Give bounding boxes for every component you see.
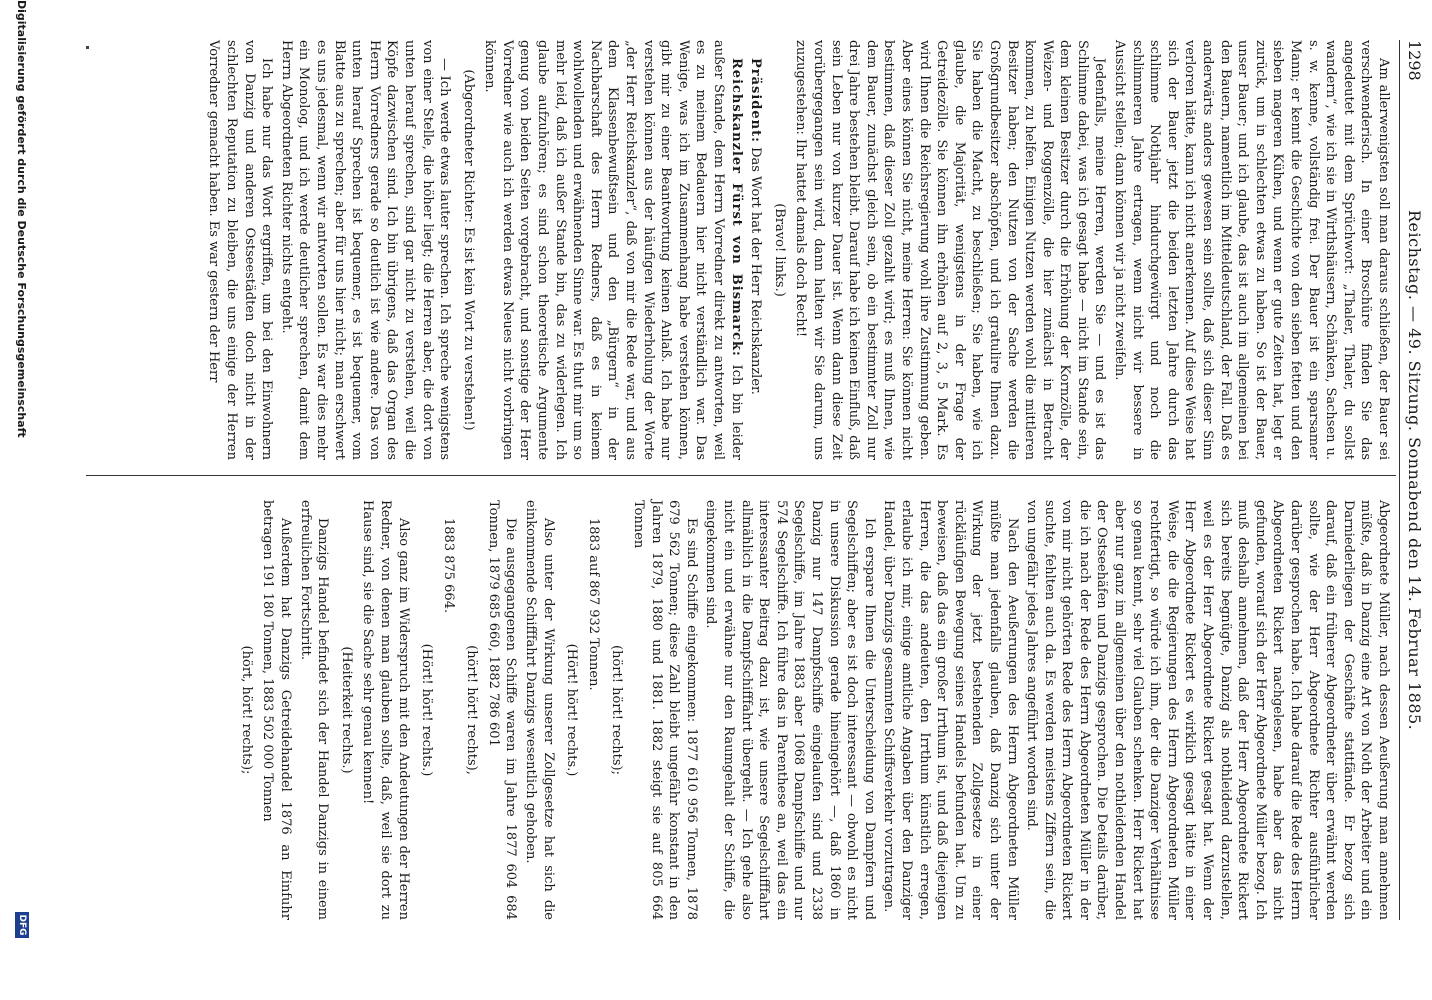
rotated-document-page [12, 0, 1432, 940]
dfg-logo: DFG [15, 912, 29, 938]
president-statement [747, 40, 765, 460]
stat-line-1883-b: 1883 875 664. [440, 518, 456, 614]
page-header [1399, 40, 1424, 920]
right-paragraph-trade: Danzigs Handel befindet sich der Handel Danzigs in einem erfreulichen Fortschritt. [297, 500, 331, 920]
running-title: Reichstag. — 49. Sitzung. Sonnabend den 14. Februar 1885. [1405, 210, 1424, 731]
right-paragraph-exports: Also unter der Wirkung unserer Zollgesetze hat sich die einkommende Schifffahrt Danzigs wesentlich gehoben. [523, 500, 556, 920]
speaker-president: Präsident: [748, 58, 764, 143]
interjection-remark: (Abgeordneter Richter: Es ist kein Wort zu verstehen!) [460, 69, 476, 431]
stat-line-1883: 1883 auf 867 932 Tonnen. [585, 518, 601, 691]
left-paragraph-final: — Ich werde etwas lauter sprechen. Ich spreche wenigstens von einer Stelle, die höher liegt; die Herren aber, die dort von unten herauf sprechen, sind gar nicht zu verstehen, weil die Köpfe dazwischen sind. Ich bin übrigens, daß das Organ des Herrn Vorredners gerade so deutlich ist wie andere. Das von unten herauf Sprechen ist bequemer, es ist bequemer, vom Blatte aus zu sprechen; aber für uns hier nicht; man erschwert es uns jedesmal, wenn wir antworten sollen. Es war dies mehr ein Monolog, und ich werde deutlicher sprechen, damit dem Herrn Abgeordneten Richter nichts entgeht. [278, 40, 453, 460]
right-paragraph-4: Es sind Schiffe eingekommen: 1877 610 956 Tonnen, 1878 679 562 Tonnen; diese Zahl bleibt ungefähr konstant in den Jahren 1879, 1880 und 1881. 1882 steigt sie auf 805 664 Tonnen [631, 500, 699, 920]
right-paragraph-1: Abgeordnete Müller, nach dessen Aeußerung man annehmen müßte, daß in Danzig eine Art von Noth der Arbeiter und ein Darniederliegen der Geschäfte stattfände. Er bezog sich darauf, daß ein früherer Abgeordneter über erwähnt werden sollte, wie der Herr Abgeordnete Richter ausführlicher darüber gesprochen habe. Ich habe darauf die Rede des Herrn Abgeordneten Rickert nachgelesen, habe aber das nicht gefunden, worauf sich der Herr Abgeordnete Müller bezog. Ich muß deshalb annehmen, daß der Herr Abgeordnete Rickert sich bereits begnügte, Danzig als nothleidend darzustellen, weil es der Herr Abgeordnete Rickert gesagt hat. Wenn der Herr Abgeordnete Rickert es wirklich gesagt hätte in einer Weise, die die Regierungen des Herrn Abgeordneten Müller rechtfertigt, so würde ich ihm, der die Danziger Verhältnisse so genau kennt, sehr viel Glauben schenken. Herr Rickert hat aber nur ganz im allgemeinen über den nothleidenden Handel der Ostseehäfen und Danzigs gesprochen. Die Details darüber, die ich nach der Rede des Herrn Abgeordneten Müller in der von mir nicht gehörten Rede des Herrn Abgeordneten Rickert suchte, fehlten auch da. Es werden meistens Ziffern sein, die von ungefähr jedes Jahres angeführt worden sind. [1024, 500, 1391, 920]
page-number: 1298 [1405, 40, 1424, 81]
right-paragraph-exports-2: Die ausgegangenen Schiffe waren im Jahre 1877 604 684 Tonnen, 1879 685 660, 1882 786 601 [485, 500, 519, 920]
right-paragraph-grain: Außerdem hat Danzigs Getreidehandel 1876 an Einfuhr betragen 191 180 Tonnen, 1883 502 000 Tonnen [260, 500, 293, 920]
right-paragraph-3: Ich erspare Ihnen die Unterscheidung von Dampfern und Segelschiffen; aber es ist doch interessant — obwohl es nicht in unsere Diskussion gerade hineingehört —, daß 1860 in Danzig nur 147 Dampfschiffe eingelaufen sind und 2338 Segelschiffe, im Jahre 1883 aber 1068 Dampfschiffe und nur 574 Segelschiffe. Ich führe das in Parenthese an, weil das ein interessanter Beitrag dazu ist, wie unsere Segelschifffahrt allmählich in die Dampfschifffahrt übergeht. — Ich gehe also nicht ein und erwähne nur den Raumgehalt der Schiffe, die eingekommen sind. [703, 500, 877, 920]
remark-hoert-3: (hört! hört! rechts), [464, 645, 480, 775]
chancellor-text: Ich bin leider außer Stande, dem Herrn Vorredner direkt zu antworten, weil es zu meinem Bedauern hier nicht verständlich war. Das Wenige, was ich im Zusammenhang habe verstehen können, gibt mir zu einer Beantwortung keinen Anlaß. Ich habe nur verstehen können aus der häufigen Wiederholung der Worte „der Herr Reichskanzler“, daß von mir die Rede war, und aus dem Klassenbewußtsein und den „Bürgern“ in der Nachbarschaft des Herrn Redners, daß es in keinem wohlwollenden und erwähnenden Sinne war. Es thut mir um so mehr leid, daß ich außer Stande bin, das zu widerlegen. Ich glaube aufzuhören; es sind schon theoretische Argumente genug von beiden Seiten vorgebracht, und sonstige der Herr Vorredner wie auch ich werden etwas Neues nicht vorbringen können. [482, 40, 744, 460]
column-divider [86, 475, 1396, 476]
left-paragraph-2: Jedenfalls, meine Herren, werden Sie — und es ist das Schlimme dabei, was ich gesagt habe — nicht im Stande sein, dem kleinen Besitzer durch die Erhöhung der Kornzölle, der Weizen- und Roggenzölle, die hier zunächst in Betracht kommen, zu helfen. Einigen Nutzen werden wohl die mittleren Besitzer haben; den Nutzen von der Sache werden die Großgrundbesitzer abschöpfen, und ich gratulire Ihnen dazu. Sie haben die Macht, zu beschließen; Sie haben, wie ich glaube, die Majorität, wenigstens in der Frage der Getreidezölle. Sie können ihn erhöhen auf 2, 3, 5 Mark. Es wird Ihnen die Reichsregierung wohl ihre Zustimmung geben. Aber eines können Sie nicht, meine Herren: Sie können nicht bestimmen, daß dieser Zoll gezahlt wird; es muß Ihnen, wie dem Bauer, zunächst gleich sein, ob ein bestimmter Zoll nur drei Jahre bestehen bleibt. Darauf habe ich keinen Einfluß, daß sein Leben nur von kurzer Dauer ist. Wenn dann diese Zeit vorübergegangen sein wird, dann halten wir Sie darum, uns zuzugestehen: Ihr hattet damals doch Recht! [793, 40, 1108, 460]
chancellor-statement [481, 40, 745, 460]
remark-hoert-1: (hört! hört! rechts); [609, 645, 625, 775]
right-paragraph-2: Nach den Aeußerungen des Herrn Abgeordneten Müller müßte man jedenfalls glauben, daß Danzig sich unter der Wirkung der jetzt bestehenden Zollgesetze in einer rückläufigen Bewegung seines Handels befunden hat. Um zu beweisen, daß das ein großer Irrthum ist, und daß diejenigen Herren, die das andeuten, den Irrthum künstlich erregen, erlaube ich mir, einige amtliche Angaben über den Danziger Handel, über Danzigs gesammten Schiffsverkehr vorzutragen. [881, 500, 1020, 920]
remark-heiterkeit: (Heiterkeit rechts.) [338, 646, 354, 774]
speaker-chancellor: Reichskanzler Fürst von Bismarck: [728, 58, 744, 357]
left-paragraph-last: Ich habe nur das Wort ergriffen, um bei den Einwohnern von Danzig und anderen Ostseestädten doch nicht in der schlechten Reputation zu bleiben, die uns einige der Herren Vorredner gemacht haben. Es war gestern der Herr [206, 40, 275, 460]
remark-hoert-2: (Hört! hört! rechts.) [564, 643, 580, 777]
remark-hoert-4: (Hört! hört! rechts.) [419, 643, 435, 777]
digitization-note: Digitalisierung gefördert durch die Deutsche Forschungsgemeinschaft [15, 0, 28, 438]
applause-remark: (Bravo! links.) [771, 203, 787, 297]
digitization-footer [12, 0, 30, 940]
left-column [203, 40, 1392, 460]
scan-speck [86, 46, 89, 49]
remark-hoert-6: (hört, hört! rechts); [238, 645, 254, 775]
president-text: Das Wort hat der Herr Reichskanzler. [748, 147, 764, 395]
right-column [231, 500, 1392, 920]
left-paragraph-1: Am allerwenigsten soll man daraus schließen, der Bauer sei verschwenderisch. In einer Broschüre finden Sie das angedeutet mit dem Sprüchwort: „Thaler, Thaler, du sollst wandern“, wie ich sie in Wirthshäusern, Schänken, Sachsen u. s. w. kenne, vollständig frei. Der Bauer ist ein sparsamer Mann; er kennt die Geschichte von den sieben fetten und den sieben mageren Kühen, und wenn er gute Zeiten hat, legt er zurück, um in schlechten etwas zu haben. So ist der Bauer, unser Bauer; und ich glaube, das ist auch im allgemeinen bei den Bauern, namentlich im Mitteldeutschland, der Fall. Daß es anderwärts anders gewesen sein sollte, daß sich dieser Sinn verloren hätte, kann ich nicht anerkennen. Auf diese Weise hat sich der Bauer jetzt die beiden letzten Jahre durch das schlimme Nothjahr hindurchgewürgt und noch die schlimmeren Jahre ertragen, wenn nicht wir bessere in Aussicht stellen; dann können wir ja nicht zweifeln. [1112, 40, 1391, 460]
right-paragraph-contradiction: Also ganz im Widerspruch mit den Andeutungen der Herren Redner, von denen man glauben sollte, daß, weil sie dort zu Hause sind, sie die Sache sehr genau kennen! [360, 500, 411, 920]
